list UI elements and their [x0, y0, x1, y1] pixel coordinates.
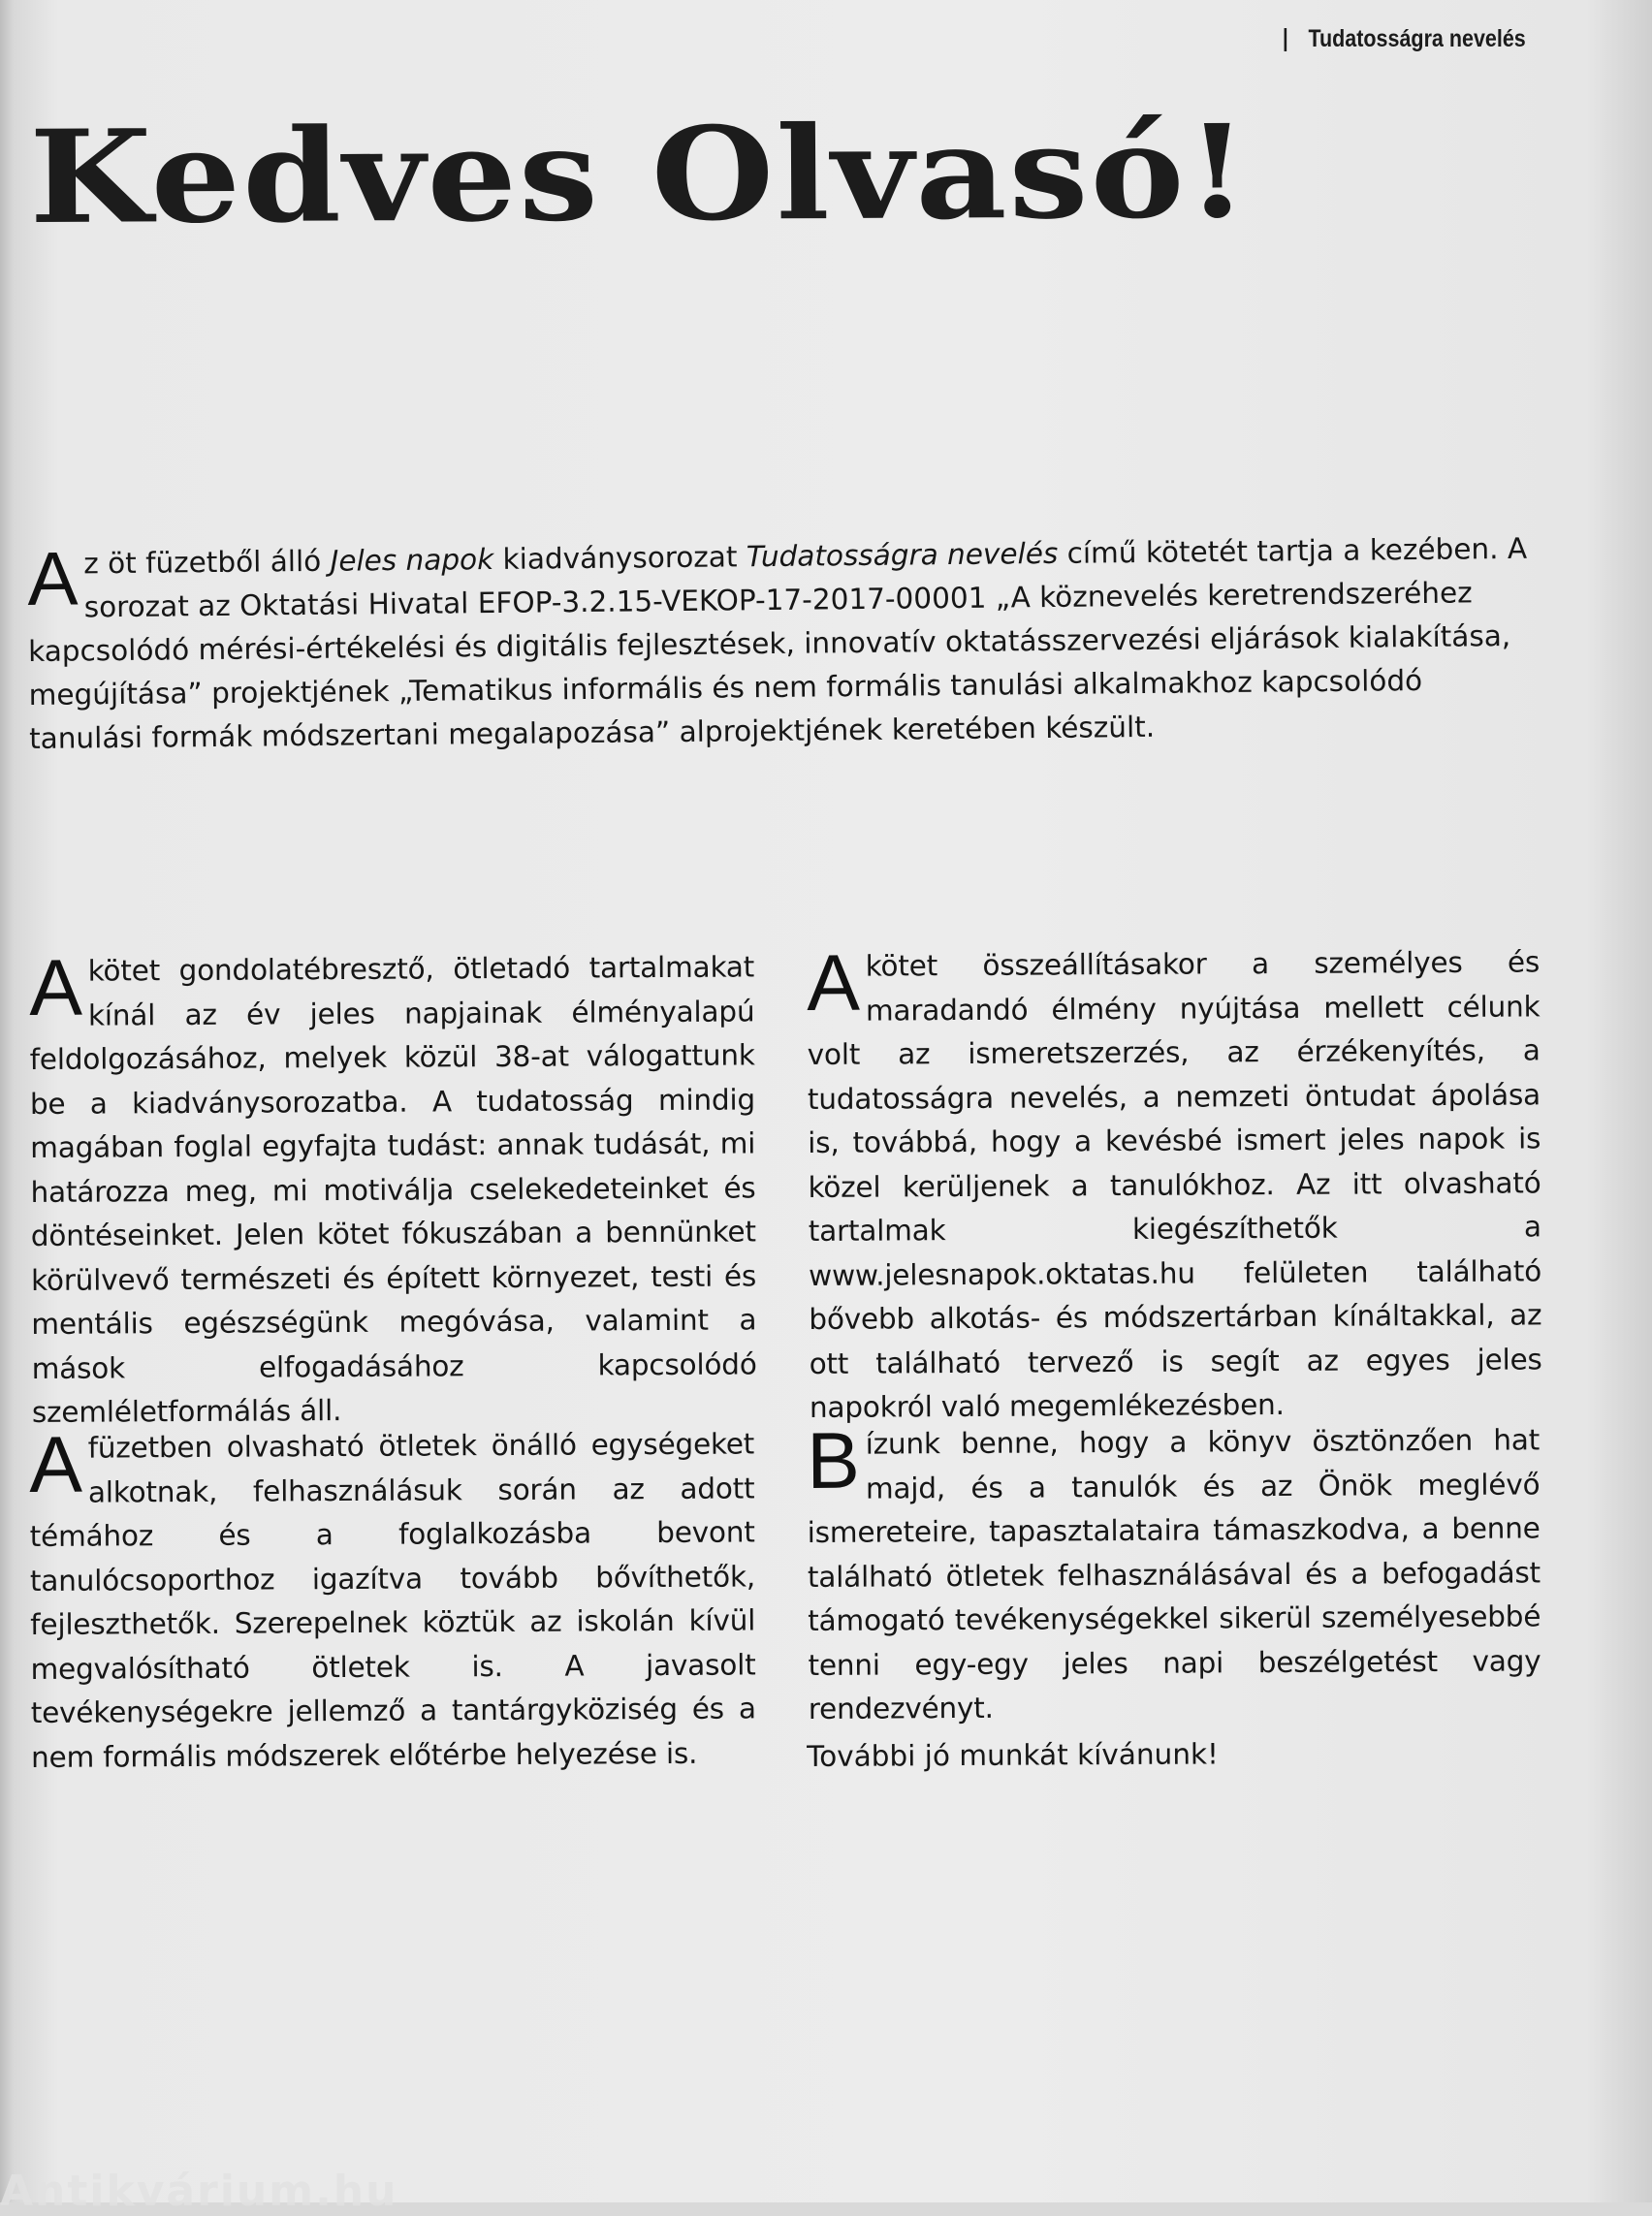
right-paragraph-2-dropcap: B: [806, 1416, 861, 1505]
intro-dropcap: A: [26, 535, 79, 621]
page-title: Kedves Olvasó!: [28, 97, 1251, 253]
left-paragraph-1-text: kötet gondolatébresztő, ötletadó tartalmakat kínál az év jeles napjainak élményalapú feldolgozásához, melyek közül 38-at válogattunk be a kiadványsorozatba. A tudatosság mindig magában foglal egyfajta tudást: annak tudását, mi határozza meg, mi motiválja cselekedeteinket és döntéseinket. Jelen kötet fókuszában a bennünket körülvevő természeti és épített környezet, testi és mentális egészségünk megóvása, valamint a mások elfogadásához kapcsolódó szemléletformálás áll.: [29, 950, 757, 1429]
intro-text-3: című kötetét tartja a kezében. A sorozat az Oktatási Hivatal EFOP-3.2.15-VEKOP-17-2017-00001 „A köznevelés keretrendszeréhez kapcsolódó mérési-értékelési és digitális fejlesztések, innovatív oktatásszervezési eljárások kialakítása, megújítása” projektjének „Tematikus informális és nem formális tanulási alkalmakhoz kapcsolódó tanulási formák módszertani megalapozása” alprojektjének keretében készült.: [27, 531, 1528, 755]
header-section-title: Tudatosságra nevelés: [1308, 25, 1526, 52]
intro-volume-name: Tudatosságra nevelés: [746, 536, 1059, 574]
left-paragraph-1: [29, 945, 757, 1435]
right-paragraph-1-dropcap: A: [806, 938, 861, 1028]
left-paragraph-1-dropcap: A: [28, 943, 83, 1032]
intro-text-2: kiadványsorozat: [493, 540, 747, 576]
left-paragraph-2-dropcap: A: [28, 1420, 83, 1509]
header-divider: [1285, 28, 1287, 51]
right-paragraph-1-text: kötet összeállításakor a személyes és maradandó élmény nyújtása mellett célunk volt az ismeretszerzés, az érzékenyítés, a tudatosságra nevelés, a nemzeti öntudat ápolása is, továbbá, hogy a kevésbé ismert jeles napok is közel kerüljenek a tanulókhoz. Az itt olvasható tartalmak kiegészíthetők a www.jelesnapok.oktatas.hu felületen található bővebb alkotás- és módszertárban kínáltakkal, az ott található tervező is segít az egyes jeles napokról való megemlékezésben.: [807, 945, 1542, 1424]
running-header: [1285, 25, 1526, 53]
intro-text-1: z öt füzetből álló: [83, 544, 331, 581]
right-paragraph-1: [807, 940, 1542, 1430]
right-paragraph-2: [807, 1418, 1541, 1731]
left-paragraph-2-text: füzetben olvasható ötletek önálló egységeket alkotnak, felhasználásuk során az adott témához és a foglalkozásba bevont tanulócsoporthoz igazítva tovább bővíthetők, fejleszthetők. Szerepelnek köztük az iskolán kívül megvalósítható ötletek is. A javasolt tevékenységekre jellemző a tantárgyköziség és a nem formális módszerek előtérbe helyezése is.: [29, 1427, 756, 1774]
intro-paragraph: [27, 527, 1541, 761]
right-paragraph-2-text: ízunk benne, hogy a könyv ösztönzően hat majd, és a tanulók és az Önök meglévő ismereteire, tapasztalataira támaszkodva, a benne található ötletek felhasználásával és a befogadást támogató tevékenységekkel sikerül személyesebbé tenni egy-egy jeles napi beszélgetést vagy rendezvényt.: [807, 1423, 1541, 1725]
watermark: Antikvárium.hu: [0, 2167, 398, 2216]
left-paragraph-2: [29, 1422, 756, 1780]
closing-line: További jó munkát kívánunk!: [807, 1737, 1220, 1773]
intro-series-name: Jeles napok: [330, 542, 494, 578]
